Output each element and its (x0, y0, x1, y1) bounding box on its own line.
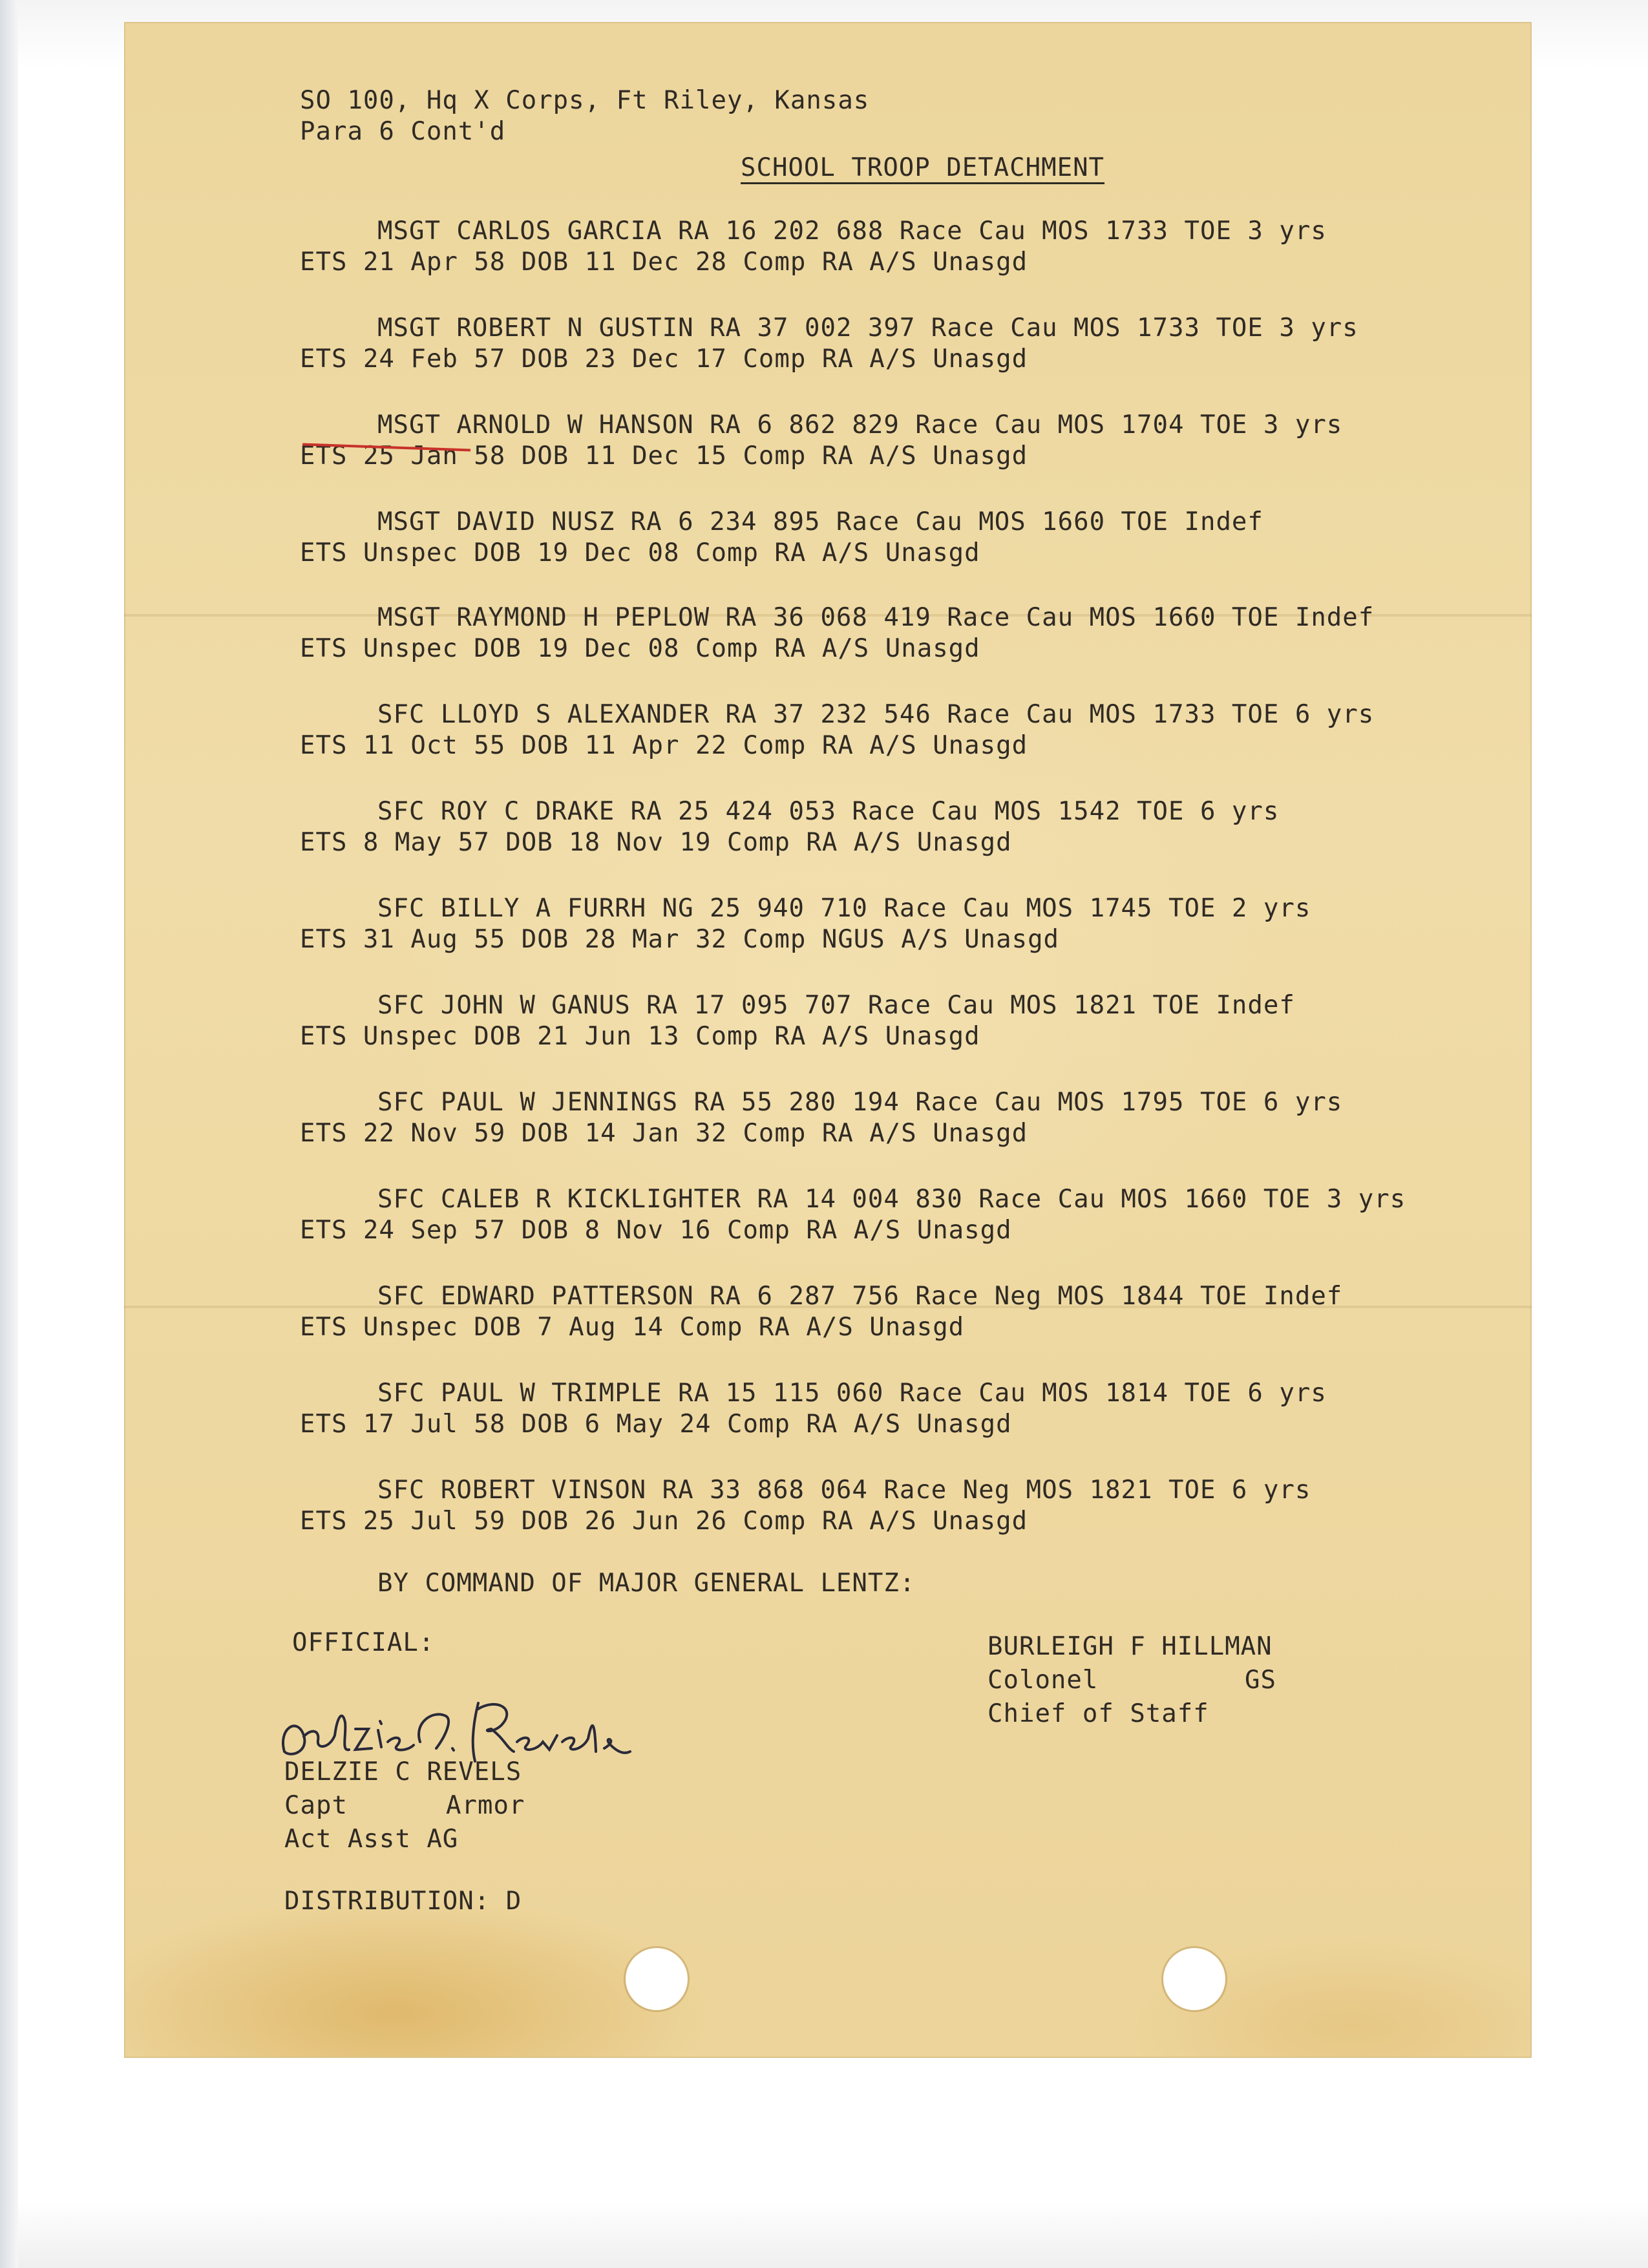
entry-line-2: ETS 24 Sep 57 DOB 8 Nov 16 Comp RA A/S Unasgd (300, 1216, 1012, 1245)
entry-line-1: SFC BILLY A FURRH NG 25 940 710 Race Cau MOS 1745 TOE 2 yrs (377, 894, 1311, 923)
entry-line-1: SFC EDWARD PATTERSON RA 6 287 756 Race Neg MOS 1844 TOE Indef (377, 1282, 1343, 1311)
entry-line-1: SFC CALEB R KICKLIGHTER RA 14 004 830 Race Cau MOS 1660 TOE 3 yrs (377, 1185, 1406, 1214)
entry-line-1: MSGT RAYMOND H PEPLOW RA 36 068 419 Race Cau MOS 1660 TOE Indef (377, 603, 1375, 632)
section-title: SCHOOL TROOP DETACHMENT (741, 153, 1105, 182)
sleeve-edge (0, 0, 18, 2268)
entry-line-1: MSGT CARLOS GARCIA RA 16 202 688 Race Cau MOS 1733 TOE 3 yrs (377, 217, 1327, 246)
signer-title: Act Asst AG (284, 1825, 459, 1854)
entry-line-2: ETS 25 Jan 58 DOB 11 Dec 15 Comp RA A/S Unasgd (300, 441, 1028, 471)
entry-line-1: SFC PAUL W TRIMPLE RA 15 115 060 Race Cau MOS 1814 TOE 6 yrs (377, 1379, 1327, 1408)
entry-line-2: ETS 8 May 57 DOB 18 Nov 19 Comp RA A/S Unasgd (300, 828, 1012, 857)
entry-line-1: MSGT ROBERT N GUSTIN RA 37 002 397 Race Cau MOS 1733 TOE 3 yrs (377, 313, 1358, 343)
entry-line-2: ETS 11 Oct 55 DOB 11 Apr 22 Comp RA A/S Unasgd (300, 731, 1028, 760)
signer-name: DELZIE C REVELS (284, 1757, 522, 1786)
entry-line-2: ETS Unspec DOB 21 Jun 13 Comp RA A/S Unasgd (300, 1022, 980, 1051)
command-line: BY COMMAND OF MAJOR GENERAL LENTZ: (377, 1569, 916, 1598)
entry-line-1: SFC JOHN W GANUS RA 17 095 707 Race Cau MOS 1821 TOE Indef (377, 991, 1295, 1020)
chief-of-staff-branch: GS (1245, 1666, 1276, 1695)
paragraph-continued: Para 6 Cont'd (300, 117, 506, 146)
chief-of-staff-title: Chief of Staff (988, 1699, 1209, 1728)
entry-line-2: ETS Unspec DOB 19 Dec 08 Comp RA A/S Unasgd (300, 538, 980, 567)
distribution-line: DISTRIBUTION: D (284, 1887, 522, 1916)
entry-line-2: ETS Unspec DOB 19 Dec 08 Comp RA A/S Unasgd (300, 634, 980, 663)
chief-of-staff-rank: Colonel (988, 1666, 1099, 1695)
entry-line-2: ETS 25 Jul 59 DOB 26 Jun 26 Comp RA A/S Unasgd (300, 1507, 1028, 1536)
punch-hole (626, 1948, 688, 2010)
entry-line-2: ETS 24 Feb 57 DOB 23 Dec 17 Comp RA A/S Unasgd (300, 344, 1028, 374)
entry-line-2: ETS 21 Apr 58 DOB 11 Dec 28 Comp RA A/S Unasgd (300, 248, 1028, 277)
chief-of-staff-name: BURLEIGH F HILLMAN (988, 1632, 1273, 1661)
entry-line-2: ETS Unspec DOB 7 Aug 14 Comp RA A/S Unasgd (300, 1313, 965, 1342)
punch-hole (1163, 1948, 1225, 2010)
signer-branch: Armor (446, 1791, 525, 1820)
order-reference: SO 100, Hq X Corps, Ft Riley, Kansas (300, 86, 870, 115)
entry-line-1: SFC ROBERT VINSON RA 33 868 064 Race Neg MOS 1821 TOE 6 yrs (377, 1476, 1311, 1505)
signer-rank: Capt (284, 1791, 348, 1820)
entry-line-2: ETS 22 Nov 59 DOB 14 Jan 32 Comp RA A/S Unasgd (300, 1119, 1028, 1148)
entry-line-2: ETS 17 Jul 58 DOB 6 May 24 Comp RA A/S Unasgd (300, 1410, 1012, 1439)
entry-line-1: MSGT ARNOLD W HANSON RA 6 862 829 Race Cau MOS 1704 TOE 3 yrs (377, 410, 1343, 440)
official-label: OFFICIAL: (292, 1628, 435, 1657)
entry-line-1: SFC LLOYD S ALEXANDER RA 37 232 546 Race Cau MOS 1733 TOE 6 yrs (377, 700, 1375, 729)
entry-line-1: MSGT DAVID NUSZ RA 6 234 895 Race Cau MOS 1660 TOE Indef (377, 507, 1263, 536)
entry-line-1: SFC PAUL W JENNINGS RA 55 280 194 Race Cau MOS 1795 TOE 6 yrs (377, 1088, 1343, 1117)
entry-line-1: SFC ROY C DRAKE RA 25 424 053 Race Cau MOS 1542 TOE 6 yrs (377, 797, 1280, 826)
entry-line-2: ETS 31 Aug 55 DOB 28 Mar 32 Comp NGUS A/S Unasgd (300, 925, 1060, 954)
